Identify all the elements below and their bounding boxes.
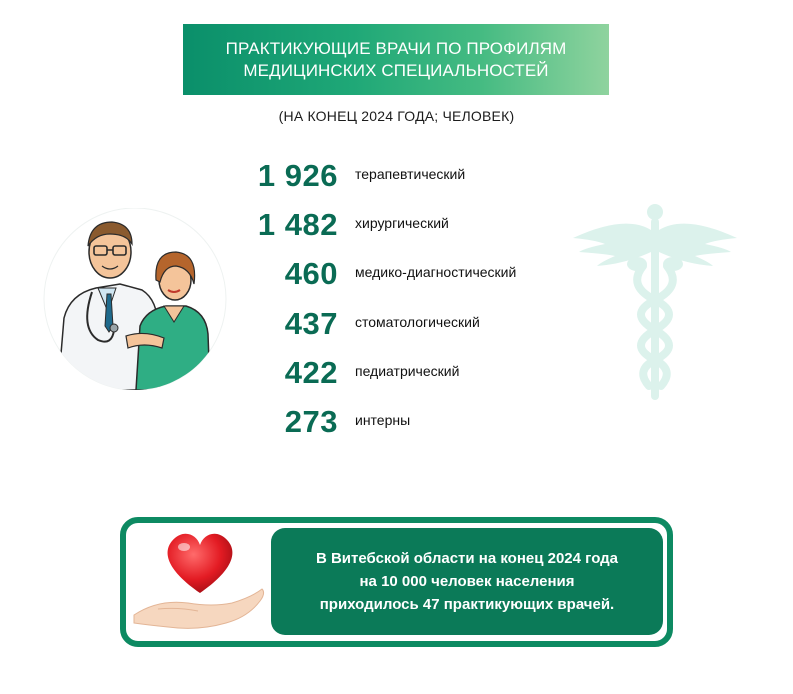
info-text-panel (271, 528, 663, 635)
stat-label: медико-диагностический (355, 264, 517, 280)
info-line-2: на 10 000 человек населения (359, 573, 575, 590)
stat-row-therapeutic (200, 156, 600, 196)
stat-label: терапевтический (355, 166, 466, 182)
stat-value: 273 (284, 404, 338, 439)
stat-value: 422 (284, 355, 338, 390)
stat-row-dental (200, 304, 600, 344)
stat-label: стоматологический (355, 314, 480, 330)
caduceus-icon (565, 200, 745, 405)
info-line-1: В Витебской области на конец 2024 года (315, 550, 619, 567)
page-title-line-2: МЕДИЦИНСКИХ СПЕЦИАЛЬНОСТЕЙ (243, 60, 549, 80)
title-banner (183, 24, 609, 95)
stat-label: хирургический (355, 215, 449, 231)
stat-row-interns (200, 402, 600, 442)
stat-value: 1 926 (257, 158, 338, 193)
info-line-3: приходилось 47 практикующих врачей. (319, 596, 615, 613)
stat-label: интерны (355, 412, 411, 428)
stat-value: 1 482 (257, 207, 338, 242)
page-title-line-1: ПРАКТИКУЮЩИЕ ВРАЧИ ПО ПРОФИЛЯМ (225, 38, 567, 58)
stat-value: 460 (284, 256, 338, 291)
stat-value: 437 (284, 306, 338, 341)
page-subtitle: (НА КОНЕЦ 2024 ГОДА; ЧЕЛОВЕК) (278, 108, 515, 124)
stat-row-diagnostic (200, 254, 600, 294)
heart-in-hand-icon (128, 523, 268, 641)
stat-row-pediatric (200, 353, 600, 393)
stat-label: педиатрический (355, 363, 460, 379)
stat-row-surgical (200, 205, 600, 245)
